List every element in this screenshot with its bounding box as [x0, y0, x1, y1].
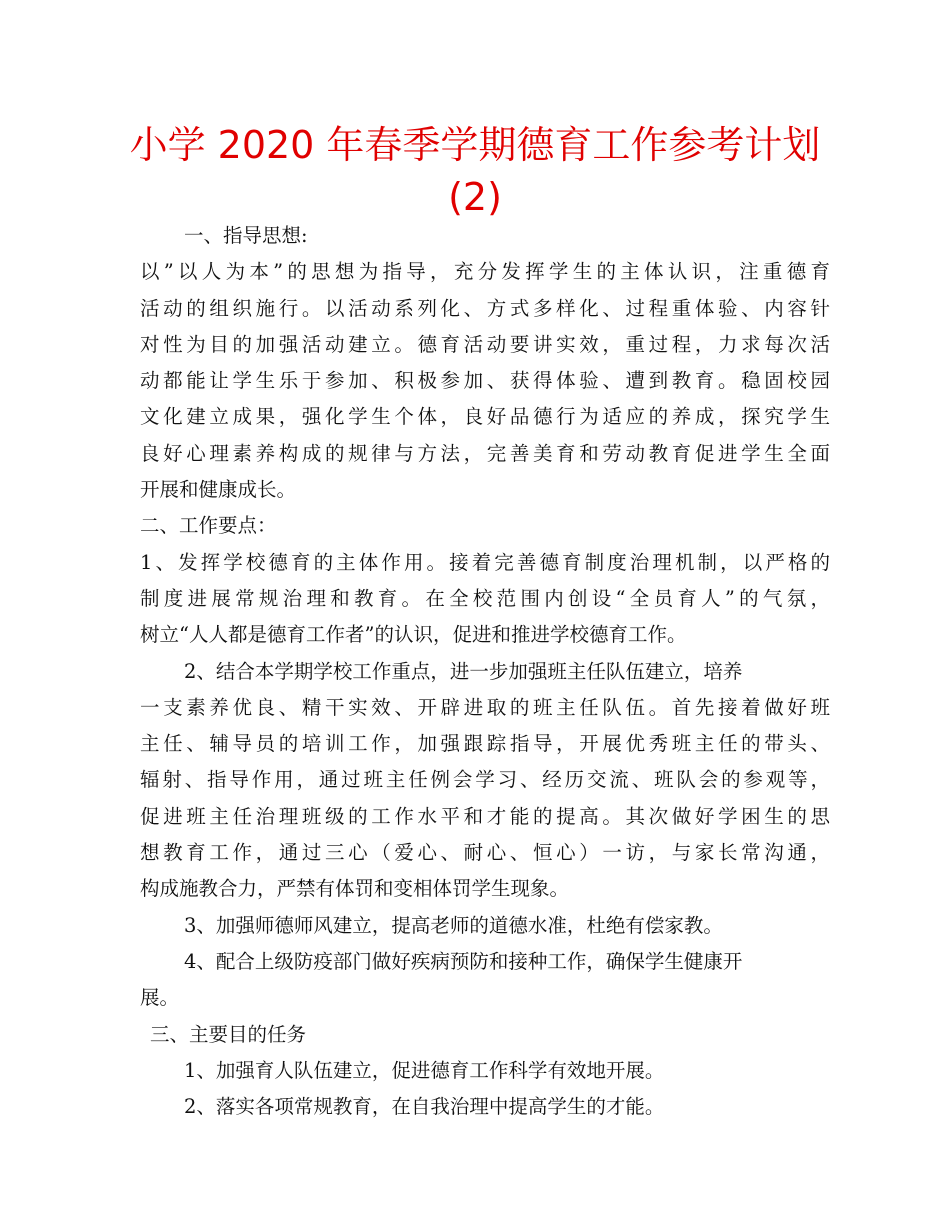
paragraph-line: 1、发挥学校德育的主体作用。接着完善德育制度治理机制，以严格的 [140, 550, 830, 574]
paragraph-line: 良好心理素养构成的规律与方法，完善美育和劳动教育促进学生全面 [140, 441, 830, 465]
document-title-suffix: (2) [448, 175, 502, 219]
paragraph-line: 以”以人为本”的思想为指导，充分发挥学生的主体认识，注重德育 [140, 260, 830, 284]
section-heading-main-tasks: 三、主要目的任务 [150, 1022, 307, 1046]
paragraph-line: 2、落实各项常规教育，在自我治理中提高学生的才能。 [184, 1095, 665, 1119]
paragraph-line: 活动的组织施行。以活动系列化、方式多样化、过程重体验、内容针 [140, 296, 830, 320]
paragraph-line: 树立“人人都是德育工作者”的认识，促进和推进学校德育工作。 [140, 623, 687, 647]
paragraph-line: 3、加强师德师风建立，提高老师的道德水准，杜绝有偿家教。 [184, 913, 723, 937]
paragraph-line: 促进班主任治理班级的工作水平和才能的提高。其次做好学困生的思 [140, 804, 830, 828]
paragraph-line: 想教育工作，通过三心（爱心、耐心、恒心）一访，与家长常沟通， [140, 841, 830, 865]
paragraph-line: 动都能让学生乐于参加、积极参加、获得体验、遭到教育。稳固校园 [140, 369, 830, 393]
paragraph-line: 辐射、指导作用，通过班主任例会学习、经历交流、班队会的参观等， [140, 768, 830, 792]
paragraph-line: 1、加强育人队伍建立，促进德育工作科学有效地开展。 [184, 1058, 665, 1082]
paragraph-line: 一支素养优良、精干实效、开辟进取的班主任队伍。首先接着做好班 [140, 695, 830, 719]
paragraph-line: 2、结合本学期学校工作重点，进一步加强班主任队伍建立，培养 [184, 659, 743, 683]
paragraph-line: 主任、辅导员的培训工作，加强跟踪指导，开展优秀班主任的带头、 [140, 732, 830, 756]
document-title: 小学 2020 年春季学期德育工作参考计划 [129, 123, 821, 167]
paragraph-line: 制度进展常规治理和教育。在全校范围内创设“全员育人”的气氛， [140, 586, 830, 610]
section-heading-work-points: 二、工作要点： [140, 514, 277, 538]
document-body [140, 218, 830, 1125]
paragraph-line: 文化建立成果，强化学生个体，良好品德行为适应的养成，探究学生 [140, 405, 830, 429]
paragraph-line: 对性为目的加强活动建立。德育活动要讲实效，重过程，力求每次活 [140, 332, 830, 356]
paragraph-line: 构成施教合力，严禁有体罚和变相体罚学生现象。 [140, 877, 570, 901]
paragraph-line: 4、配合上级防疫部门做好疾病预防和接种工作，确保学生健康开 [184, 949, 743, 973]
section-heading-guiding-ideology: 一、指导思想: [184, 224, 308, 247]
paragraph-line: 开展和健康成长。 [140, 478, 297, 502]
paragraph-line: 展。 [140, 986, 180, 1010]
